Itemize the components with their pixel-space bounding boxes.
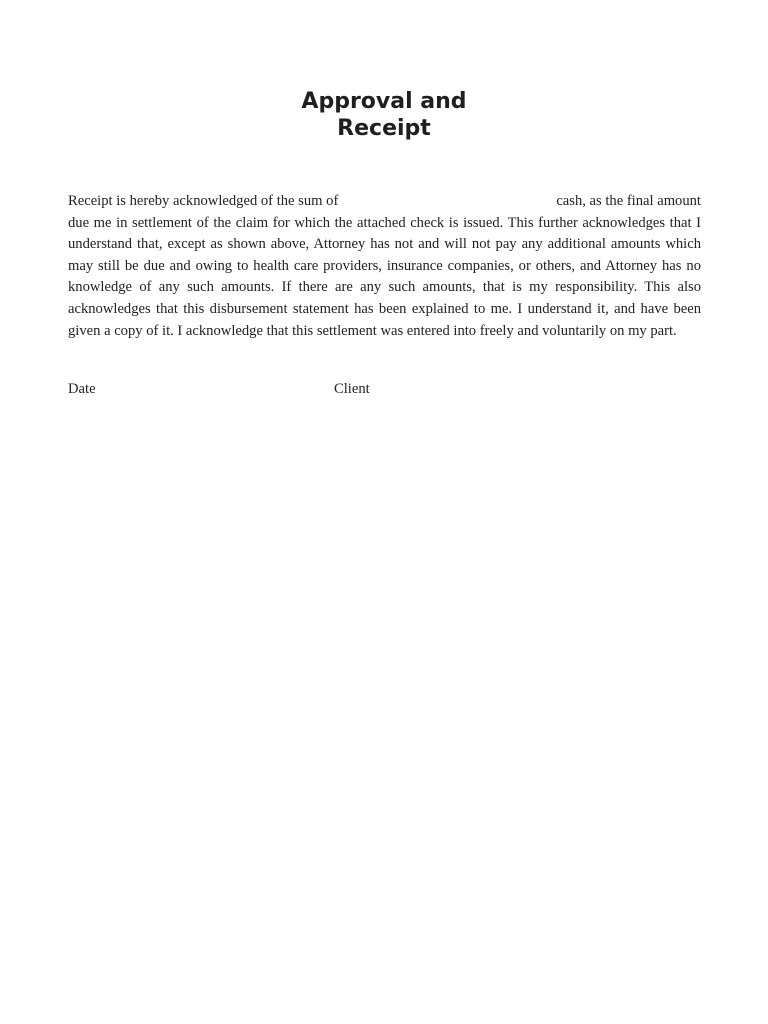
paragraph-line-4: may still be due and owing to health care providers, insurance companies, or others, and Attorney has no [68,257,701,274]
receipt-paragraph [68,191,701,342]
paragraph-line-5: knowledge of any such amounts. If there are any such amounts, that is my responsibility. This also [68,279,701,296]
paragraph-line-3: understand that, except as shown above, Attorney has not and will not pay any additional amounts which [68,236,701,253]
paragraph-line-1-start: Receipt is hereby acknowledged of the sum of [68,193,339,209]
paragraph-line-1-end: cash, as the final amount [556,193,701,209]
sum-blank-field [347,191,547,213]
title-line-2: Receipt [337,116,431,141]
paragraph-line-1 [68,191,701,213]
date-label: Date [68,381,96,397]
paragraph-line-2: due me in settlement of the claim for which the attached check is issued. This further acknowledges that I [68,214,701,231]
paragraph-line-6: acknowledges that this disbursement statement has been explained to me. I understand it, and have been [68,300,701,317]
paragraph-line-7: given a copy of it. I acknowledge that this settlement was entered into freely and voluntarily on my part. [68,322,677,339]
signature-row [68,378,701,400]
client-label: Client [334,381,370,397]
document-title [0,88,768,142]
title-line-1: Approval and [301,89,467,114]
